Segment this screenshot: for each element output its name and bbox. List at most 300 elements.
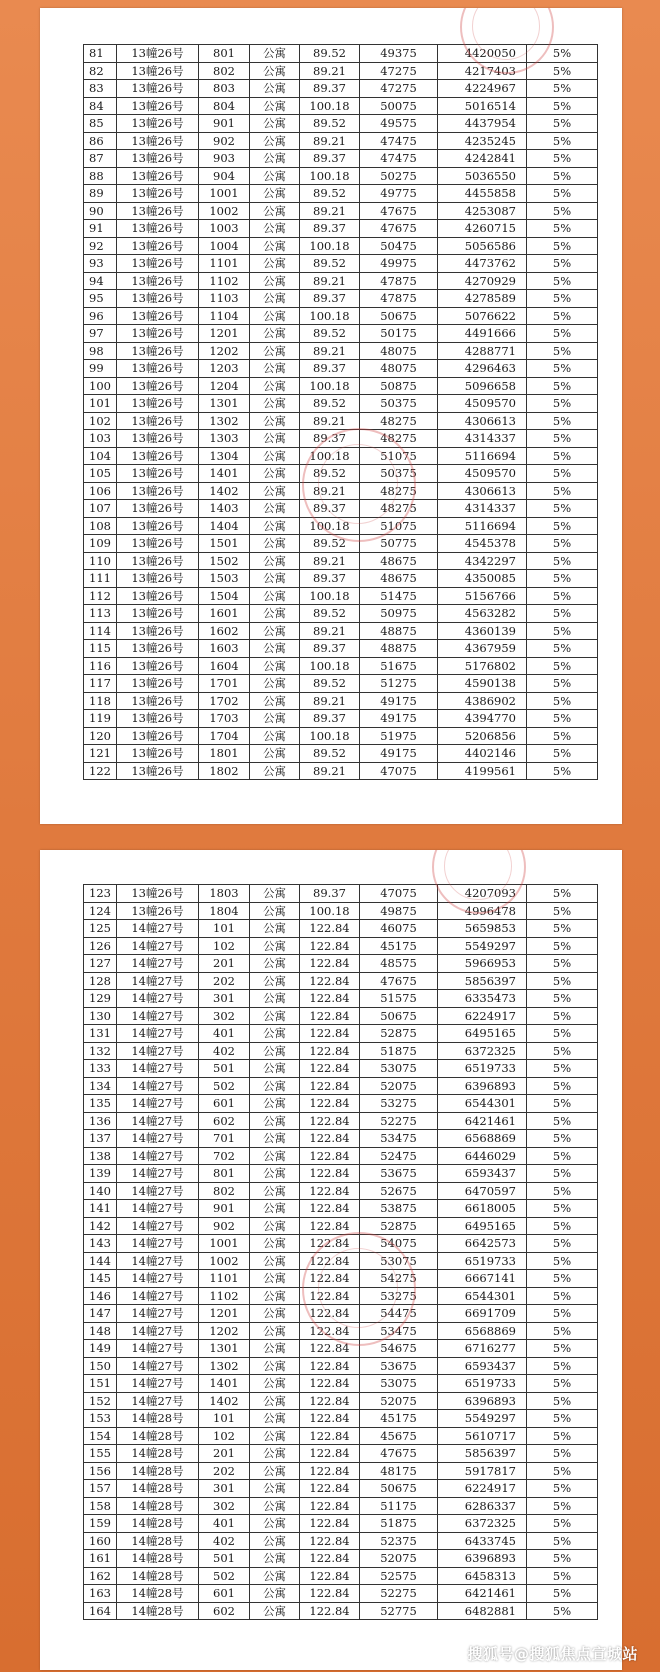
down-rate-cell: 5% bbox=[527, 762, 598, 780]
room-number-cell: 1403 bbox=[199, 500, 250, 518]
room-number-cell: 301 bbox=[199, 990, 250, 1008]
building-unit-cell: 14幢28号 bbox=[117, 1445, 199, 1463]
unit-price-cell: 50075 bbox=[360, 97, 438, 115]
row-index-cell: 164 bbox=[84, 1602, 117, 1620]
unit-price-cell: 51875 bbox=[360, 1042, 438, 1060]
area-cell: 89.37 bbox=[300, 570, 360, 588]
area-cell: 122.84 bbox=[300, 1235, 360, 1253]
total-price-cell: 4367959 bbox=[438, 640, 527, 658]
row-index-cell: 141 bbox=[84, 1200, 117, 1218]
building-unit-cell: 13幢26号 bbox=[117, 675, 199, 693]
row-index-cell: 117 bbox=[84, 675, 117, 693]
unit-type-cell: 公寓 bbox=[250, 762, 300, 780]
room-number-cell: 1404 bbox=[199, 517, 250, 535]
room-number-cell: 101 bbox=[199, 1410, 250, 1428]
total-price-cell: 4473762 bbox=[438, 255, 527, 273]
total-price-cell: 6433745 bbox=[438, 1532, 527, 1550]
row-index-cell: 123 bbox=[84, 885, 117, 903]
unit-price-cell: 48075 bbox=[360, 342, 438, 360]
row-index-cell: 97 bbox=[84, 325, 117, 343]
area-cell: 122.84 bbox=[300, 1462, 360, 1480]
table-row bbox=[84, 132, 598, 150]
row-index-cell: 149 bbox=[84, 1340, 117, 1358]
total-price-cell: 6458313 bbox=[438, 1567, 527, 1585]
unit-price-cell: 49175 bbox=[360, 692, 438, 710]
down-rate-cell: 5% bbox=[527, 972, 598, 990]
table-row bbox=[84, 1042, 598, 1060]
building-unit-cell: 13幢26号 bbox=[117, 45, 199, 63]
unit-price-cell: 52075 bbox=[360, 1077, 438, 1095]
unit-type-cell: 公寓 bbox=[250, 1497, 300, 1515]
area-cell: 122.84 bbox=[300, 1322, 360, 1340]
total-price-cell: 4314337 bbox=[438, 500, 527, 518]
unit-price-cell: 49575 bbox=[360, 115, 438, 133]
unit-type-cell: 公寓 bbox=[250, 360, 300, 378]
table-row bbox=[84, 45, 598, 63]
price-sheet-page-1 bbox=[40, 8, 622, 824]
down-rate-cell: 5% bbox=[527, 727, 598, 745]
table-row bbox=[84, 1235, 598, 1253]
building-unit-cell: 14幢27号 bbox=[117, 1147, 199, 1165]
total-price-cell: 4306613 bbox=[438, 412, 527, 430]
room-number-cell: 802 bbox=[199, 62, 250, 80]
row-index-cell: 115 bbox=[84, 640, 117, 658]
table-row bbox=[84, 202, 598, 220]
total-price-cell: 4545378 bbox=[438, 535, 527, 553]
table-row bbox=[84, 1112, 598, 1130]
row-index-cell: 125 bbox=[84, 920, 117, 938]
room-number-cell: 302 bbox=[199, 1007, 250, 1025]
down-rate-cell: 5% bbox=[527, 1147, 598, 1165]
unit-type-cell: 公寓 bbox=[250, 745, 300, 763]
area-cell: 122.84 bbox=[300, 1077, 360, 1095]
room-number-cell: 502 bbox=[199, 1567, 250, 1585]
room-number-cell: 1001 bbox=[199, 1235, 250, 1253]
building-unit-cell: 14幢28号 bbox=[117, 1567, 199, 1585]
row-index-cell: 121 bbox=[84, 745, 117, 763]
area-cell: 89.37 bbox=[300, 885, 360, 903]
building-unit-cell: 14幢28号 bbox=[117, 1480, 199, 1498]
building-unit-cell: 13幢26号 bbox=[117, 412, 199, 430]
area-cell: 122.84 bbox=[300, 1200, 360, 1218]
unit-price-cell: 50375 bbox=[360, 465, 438, 483]
unit-price-cell: 53075 bbox=[360, 1252, 438, 1270]
down-rate-cell: 5% bbox=[527, 1200, 598, 1218]
unit-type-cell: 公寓 bbox=[250, 1585, 300, 1603]
table-row bbox=[84, 1445, 598, 1463]
row-index-cell: 152 bbox=[84, 1392, 117, 1410]
down-rate-cell: 5% bbox=[527, 1410, 598, 1428]
row-index-cell: 156 bbox=[84, 1462, 117, 1480]
room-number-cell: 1803 bbox=[199, 885, 250, 903]
unit-type-cell: 公寓 bbox=[250, 920, 300, 938]
building-unit-cell: 14幢28号 bbox=[117, 1585, 199, 1603]
total-price-cell: 6421461 bbox=[438, 1585, 527, 1603]
unit-type-cell: 公寓 bbox=[250, 430, 300, 448]
room-number-cell: 102 bbox=[199, 937, 250, 955]
unit-type-cell: 公寓 bbox=[250, 1060, 300, 1078]
row-index-cell: 85 bbox=[84, 115, 117, 133]
building-unit-cell: 13幢26号 bbox=[117, 465, 199, 483]
room-number-cell: 1001 bbox=[199, 185, 250, 203]
price-table bbox=[83, 44, 598, 780]
row-index-cell: 99 bbox=[84, 360, 117, 378]
area-cell: 100.18 bbox=[300, 727, 360, 745]
building-unit-cell: 13幢26号 bbox=[117, 570, 199, 588]
row-index-cell: 93 bbox=[84, 255, 117, 273]
row-index-cell: 157 bbox=[84, 1480, 117, 1498]
down-rate-cell: 5% bbox=[527, 885, 598, 903]
table-row bbox=[84, 377, 598, 395]
table-row bbox=[84, 1200, 598, 1218]
unit-type-cell: 公寓 bbox=[250, 62, 300, 80]
building-unit-cell: 13幢26号 bbox=[117, 132, 199, 150]
table-row bbox=[84, 955, 598, 973]
building-unit-cell: 14幢28号 bbox=[117, 1515, 199, 1533]
unit-type-cell: 公寓 bbox=[250, 132, 300, 150]
unit-type-cell: 公寓 bbox=[250, 255, 300, 273]
down-rate-cell: 5% bbox=[527, 1217, 598, 1235]
building-unit-cell: 13幢26号 bbox=[117, 62, 199, 80]
down-rate-cell: 5% bbox=[527, 272, 598, 290]
room-number-cell: 1202 bbox=[199, 342, 250, 360]
table-row bbox=[84, 360, 598, 378]
down-rate-cell: 5% bbox=[527, 1357, 598, 1375]
down-rate-cell: 5% bbox=[527, 1480, 598, 1498]
row-index-cell: 122 bbox=[84, 762, 117, 780]
room-number-cell: 402 bbox=[199, 1532, 250, 1550]
total-price-cell: 4217403 bbox=[438, 62, 527, 80]
row-index-cell: 98 bbox=[84, 342, 117, 360]
unit-type-cell: 公寓 bbox=[250, 447, 300, 465]
area-cell: 122.84 bbox=[300, 1287, 360, 1305]
unit-price-cell: 47075 bbox=[360, 762, 438, 780]
total-price-cell: 6421461 bbox=[438, 1112, 527, 1130]
room-number-cell: 1004 bbox=[199, 237, 250, 255]
building-unit-cell: 13幢26号 bbox=[117, 482, 199, 500]
row-index-cell: 132 bbox=[84, 1042, 117, 1060]
area-cell: 89.37 bbox=[300, 710, 360, 728]
area-cell: 100.18 bbox=[300, 657, 360, 675]
building-unit-cell: 13幢26号 bbox=[117, 255, 199, 273]
room-number-cell: 1602 bbox=[199, 622, 250, 640]
row-index-cell: 154 bbox=[84, 1427, 117, 1445]
area-cell: 122.84 bbox=[300, 1532, 360, 1550]
row-index-cell: 84 bbox=[84, 97, 117, 115]
table-row bbox=[84, 675, 598, 693]
unit-type-cell: 公寓 bbox=[250, 1322, 300, 1340]
unit-type-cell: 公寓 bbox=[250, 377, 300, 395]
row-index-cell: 160 bbox=[84, 1532, 117, 1550]
down-rate-cell: 5% bbox=[527, 1305, 598, 1323]
unit-type-cell: 公寓 bbox=[250, 1532, 300, 1550]
room-number-cell: 502 bbox=[199, 1077, 250, 1095]
down-rate-cell: 5% bbox=[527, 447, 598, 465]
unit-type-cell: 公寓 bbox=[250, 482, 300, 500]
table-row bbox=[84, 1602, 598, 1620]
area-cell: 100.18 bbox=[300, 307, 360, 325]
building-unit-cell: 14幢27号 bbox=[117, 990, 199, 1008]
unit-type-cell: 公寓 bbox=[250, 1445, 300, 1463]
table-row bbox=[84, 1480, 598, 1498]
row-index-cell: 159 bbox=[84, 1515, 117, 1533]
row-index-cell: 87 bbox=[84, 150, 117, 168]
unit-type-cell: 公寓 bbox=[250, 412, 300, 430]
room-number-cell: 702 bbox=[199, 1147, 250, 1165]
table-row bbox=[84, 1095, 598, 1113]
area-cell: 89.21 bbox=[300, 552, 360, 570]
unit-type-cell: 公寓 bbox=[250, 395, 300, 413]
unit-type-cell: 公寓 bbox=[250, 1025, 300, 1043]
row-index-cell: 131 bbox=[84, 1025, 117, 1043]
unit-type-cell: 公寓 bbox=[250, 675, 300, 693]
down-rate-cell: 5% bbox=[527, 1182, 598, 1200]
unit-price-cell: 52275 bbox=[360, 1585, 438, 1603]
unit-type-cell: 公寓 bbox=[250, 517, 300, 535]
unit-type-cell: 公寓 bbox=[250, 1410, 300, 1428]
total-price-cell: 6568869 bbox=[438, 1130, 527, 1148]
room-number-cell: 1402 bbox=[199, 482, 250, 500]
area-cell: 89.21 bbox=[300, 342, 360, 360]
room-number-cell: 1503 bbox=[199, 570, 250, 588]
unit-price-cell: 48675 bbox=[360, 552, 438, 570]
room-number-cell: 903 bbox=[199, 150, 250, 168]
row-index-cell: 91 bbox=[84, 220, 117, 238]
unit-price-cell: 47075 bbox=[360, 885, 438, 903]
unit-price-cell: 51875 bbox=[360, 1515, 438, 1533]
area-cell: 89.52 bbox=[300, 465, 360, 483]
down-rate-cell: 5% bbox=[527, 1567, 598, 1585]
table-row bbox=[84, 1182, 598, 1200]
total-price-cell: 4590138 bbox=[438, 675, 527, 693]
building-unit-cell: 14幢27号 bbox=[117, 1182, 199, 1200]
table-row bbox=[84, 272, 598, 290]
building-unit-cell: 14幢27号 bbox=[117, 1077, 199, 1095]
total-price-cell: 4402146 bbox=[438, 745, 527, 763]
unit-type-cell: 公寓 bbox=[250, 640, 300, 658]
area-cell: 122.84 bbox=[300, 1357, 360, 1375]
table-row bbox=[84, 1165, 598, 1183]
area-cell: 122.84 bbox=[300, 1270, 360, 1288]
building-unit-cell: 14幢27号 bbox=[117, 1042, 199, 1060]
unit-type-cell: 公寓 bbox=[250, 1357, 300, 1375]
room-number-cell: 801 bbox=[199, 1165, 250, 1183]
area-cell: 100.18 bbox=[300, 377, 360, 395]
room-number-cell: 1802 bbox=[199, 762, 250, 780]
table-row bbox=[84, 570, 598, 588]
room-number-cell: 1801 bbox=[199, 745, 250, 763]
total-price-cell: 6519733 bbox=[438, 1375, 527, 1393]
building-unit-cell: 14幢27号 bbox=[117, 920, 199, 938]
table-row bbox=[84, 937, 598, 955]
area-cell: 100.18 bbox=[300, 97, 360, 115]
unit-type-cell: 公寓 bbox=[250, 307, 300, 325]
unit-price-cell: 53275 bbox=[360, 1095, 438, 1113]
building-unit-cell: 13幢26号 bbox=[117, 605, 199, 623]
down-rate-cell: 5% bbox=[527, 1585, 598, 1603]
building-unit-cell: 14幢27号 bbox=[117, 1322, 199, 1340]
unit-price-cell: 48675 bbox=[360, 570, 438, 588]
total-price-cell: 4278589 bbox=[438, 290, 527, 308]
table-row bbox=[84, 552, 598, 570]
unit-price-cell: 51675 bbox=[360, 657, 438, 675]
row-index-cell: 150 bbox=[84, 1357, 117, 1375]
room-number-cell: 402 bbox=[199, 1042, 250, 1060]
unit-price-cell: 47675 bbox=[360, 1445, 438, 1463]
room-number-cell: 202 bbox=[199, 1462, 250, 1480]
table-row bbox=[84, 692, 598, 710]
row-index-cell: 104 bbox=[84, 447, 117, 465]
building-unit-cell: 14幢27号 bbox=[117, 1007, 199, 1025]
building-unit-cell: 13幢26号 bbox=[117, 517, 199, 535]
area-cell: 89.52 bbox=[300, 255, 360, 273]
total-price-cell: 6396893 bbox=[438, 1392, 527, 1410]
table-row bbox=[84, 185, 598, 203]
row-index-cell: 118 bbox=[84, 692, 117, 710]
area-cell: 89.37 bbox=[300, 500, 360, 518]
area-cell: 89.52 bbox=[300, 115, 360, 133]
table-row bbox=[84, 517, 598, 535]
unit-type-cell: 公寓 bbox=[250, 150, 300, 168]
room-number-cell: 501 bbox=[199, 1550, 250, 1568]
area-cell: 89.37 bbox=[300, 80, 360, 98]
unit-type-cell: 公寓 bbox=[250, 1252, 300, 1270]
area-cell: 89.37 bbox=[300, 150, 360, 168]
unit-type-cell: 公寓 bbox=[250, 1270, 300, 1288]
down-rate-cell: 5% bbox=[527, 1462, 598, 1480]
building-unit-cell: 13幢26号 bbox=[117, 500, 199, 518]
unit-price-cell: 49975 bbox=[360, 255, 438, 273]
building-unit-cell: 13幢26号 bbox=[117, 97, 199, 115]
room-number-cell: 801 bbox=[199, 45, 250, 63]
unit-price-cell: 53475 bbox=[360, 1322, 438, 1340]
down-rate-cell: 5% bbox=[527, 220, 598, 238]
area-cell: 122.84 bbox=[300, 1427, 360, 1445]
row-index-cell: 162 bbox=[84, 1567, 117, 1585]
table-row bbox=[84, 167, 598, 185]
table-row bbox=[84, 1007, 598, 1025]
table-row bbox=[84, 622, 598, 640]
total-price-cell: 4270929 bbox=[438, 272, 527, 290]
row-index-cell: 128 bbox=[84, 972, 117, 990]
unit-price-cell: 53675 bbox=[360, 1165, 438, 1183]
building-unit-cell: 14幢27号 bbox=[117, 1235, 199, 1253]
row-index-cell: 126 bbox=[84, 937, 117, 955]
building-unit-cell: 13幢26号 bbox=[117, 115, 199, 133]
total-price-cell: 5016514 bbox=[438, 97, 527, 115]
unit-price-cell: 48275 bbox=[360, 412, 438, 430]
building-unit-cell: 13幢26号 bbox=[117, 150, 199, 168]
unit-price-cell: 52075 bbox=[360, 1550, 438, 1568]
unit-price-cell: 50375 bbox=[360, 395, 438, 413]
table-row bbox=[84, 115, 598, 133]
building-unit-cell: 13幢26号 bbox=[117, 360, 199, 378]
room-number-cell: 1302 bbox=[199, 1357, 250, 1375]
row-index-cell: 145 bbox=[84, 1270, 117, 1288]
total-price-cell: 4437954 bbox=[438, 115, 527, 133]
building-unit-cell: 13幢26号 bbox=[117, 657, 199, 675]
down-rate-cell: 5% bbox=[527, 325, 598, 343]
unit-price-cell: 49175 bbox=[360, 745, 438, 763]
room-number-cell: 1201 bbox=[199, 325, 250, 343]
table-row bbox=[84, 745, 598, 763]
room-number-cell: 1103 bbox=[199, 290, 250, 308]
room-number-cell: 902 bbox=[199, 132, 250, 150]
down-rate-cell: 5% bbox=[527, 657, 598, 675]
building-unit-cell: 14幢27号 bbox=[117, 1375, 199, 1393]
unit-price-cell: 53075 bbox=[360, 1060, 438, 1078]
down-rate-cell: 5% bbox=[527, 377, 598, 395]
total-price-cell: 4306613 bbox=[438, 482, 527, 500]
row-index-cell: 83 bbox=[84, 80, 117, 98]
down-rate-cell: 5% bbox=[527, 1515, 598, 1533]
room-number-cell: 1002 bbox=[199, 1252, 250, 1270]
row-index-cell: 120 bbox=[84, 727, 117, 745]
total-price-cell: 4491666 bbox=[438, 325, 527, 343]
down-rate-cell: 5% bbox=[527, 97, 598, 115]
unit-price-cell: 52675 bbox=[360, 1182, 438, 1200]
room-number-cell: 1401 bbox=[199, 1375, 250, 1393]
row-index-cell: 89 bbox=[84, 185, 117, 203]
row-index-cell: 108 bbox=[84, 517, 117, 535]
area-cell: 89.21 bbox=[300, 692, 360, 710]
unit-price-cell: 52375 bbox=[360, 1532, 438, 1550]
table-row bbox=[84, 430, 598, 448]
building-unit-cell: 13幢26号 bbox=[117, 272, 199, 290]
unit-type-cell: 公寓 bbox=[250, 1305, 300, 1323]
total-price-cell: 6372325 bbox=[438, 1515, 527, 1533]
table-row bbox=[84, 1322, 598, 1340]
area-cell: 122.84 bbox=[300, 1515, 360, 1533]
total-price-cell: 6519733 bbox=[438, 1252, 527, 1270]
down-rate-cell: 5% bbox=[527, 1445, 598, 1463]
total-price-cell: 4386902 bbox=[438, 692, 527, 710]
table-row bbox=[84, 1060, 598, 1078]
row-index-cell: 127 bbox=[84, 955, 117, 973]
unit-type-cell: 公寓 bbox=[250, 1287, 300, 1305]
table-row bbox=[84, 587, 598, 605]
unit-price-cell: 48075 bbox=[360, 360, 438, 378]
table-row bbox=[84, 1340, 598, 1358]
room-number-cell: 904 bbox=[199, 167, 250, 185]
down-rate-cell: 5% bbox=[527, 1532, 598, 1550]
unit-price-cell: 54275 bbox=[360, 1270, 438, 1288]
building-unit-cell: 14幢27号 bbox=[117, 1025, 199, 1043]
room-number-cell: 1702 bbox=[199, 692, 250, 710]
table-row bbox=[84, 1252, 598, 1270]
down-rate-cell: 5% bbox=[527, 1252, 598, 1270]
unit-price-cell: 47275 bbox=[360, 80, 438, 98]
total-price-cell: 6396893 bbox=[438, 1077, 527, 1095]
down-rate-cell: 5% bbox=[527, 342, 598, 360]
total-price-cell: 6667141 bbox=[438, 1270, 527, 1288]
unit-price-cell: 45175 bbox=[360, 1410, 438, 1428]
area-cell: 122.84 bbox=[300, 972, 360, 990]
room-number-cell: 601 bbox=[199, 1585, 250, 1603]
room-number-cell: 1102 bbox=[199, 1287, 250, 1305]
down-rate-cell: 5% bbox=[527, 1077, 598, 1095]
down-rate-cell: 5% bbox=[527, 1007, 598, 1025]
unit-type-cell: 公寓 bbox=[250, 1375, 300, 1393]
total-price-cell: 4350085 bbox=[438, 570, 527, 588]
room-number-cell: 601 bbox=[199, 1095, 250, 1113]
unit-type-cell: 公寓 bbox=[250, 1042, 300, 1060]
room-number-cell: 1804 bbox=[199, 902, 250, 920]
unit-price-cell: 50275 bbox=[360, 167, 438, 185]
row-index-cell: 148 bbox=[84, 1322, 117, 1340]
unit-type-cell: 公寓 bbox=[250, 1515, 300, 1533]
row-index-cell: 86 bbox=[84, 132, 117, 150]
